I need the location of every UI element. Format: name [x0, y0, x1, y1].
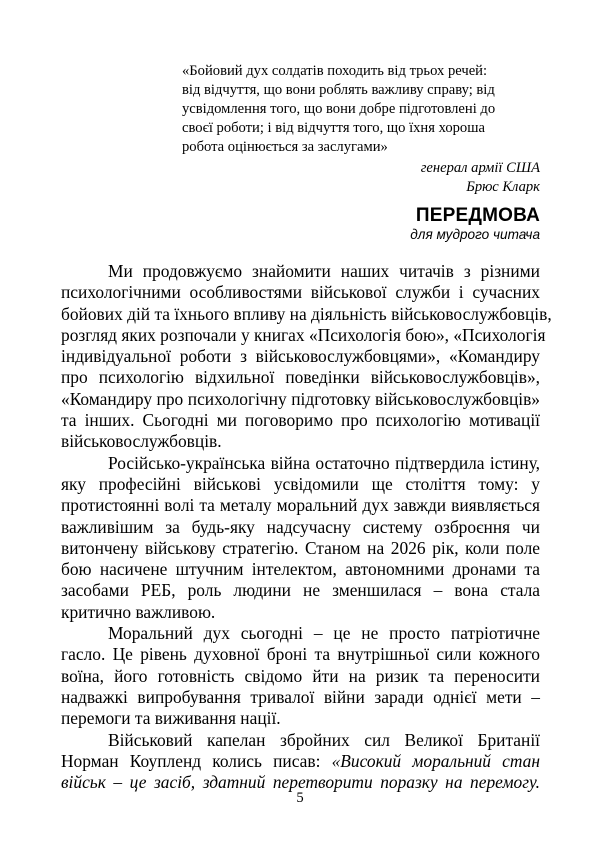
epigraph-line: усвідомлення того, що вони добре підготовлені до: [182, 101, 496, 117]
text-line: надважкі випробування тривалої війни заради однієї мети –: [61, 686, 540, 707]
text-line: Моральний дух сьогодні – це не просто патріотичне: [108, 623, 540, 644]
epigraph-author-title: генерал армії США: [420, 160, 540, 176]
text-line: та інших. Сьогодні ми поговоримо про психологію мотивації: [61, 410, 540, 431]
epigraph-line: «Бойовий дух солдатів походить від трьох речей:: [182, 63, 488, 79]
text-line: яку професійні військові усвідомили ще століття тому: у: [61, 473, 540, 494]
section-subtitle: для мудрого читача: [410, 227, 540, 242]
text-line: Російсько-українська війна остаточно підтвердила істину,: [108, 452, 540, 473]
text-line: «Командиру про психологічну підготовку військовослужбовців»: [61, 388, 540, 409]
paragraph-4: [61, 730, 540, 794]
text-line: Військовий капелан збройних сил Великої Британії: [108, 729, 540, 750]
text-line: Ми продовжуємо знайомити наших читачів з різними: [108, 261, 540, 281]
paragraph-2: [61, 453, 540, 623]
epigraph-quote: [182, 62, 540, 157]
text-line: витончену військову стратегію. Станом на 2026 рік, коли поле: [61, 537, 540, 558]
text-line: розгляд яких розпочали у книгах «Психологія бою», «Психологія: [61, 324, 546, 345]
text-line: перемоги та виживання нації.: [61, 708, 281, 729]
text-line: критично важливою.: [61, 601, 216, 622]
inline-quote: «Високий моральний стан: [331, 750, 540, 771]
text-line: засобами РЕБ, роль людини не зменшилася – вона стала: [61, 580, 540, 601]
text-fragment: Норман Коупленд колись писав:: [61, 750, 332, 771]
epigraph-author-name: Брюс Кларк: [466, 178, 540, 195]
body-text: [61, 261, 552, 793]
paragraph-1: [61, 261, 552, 453]
epigraph-line: своєї роботи; і від відчуття того, що їхня хороша: [182, 120, 485, 136]
epigraph-line: робота оцінюється за заслугами»: [182, 139, 388, 155]
page-number: 5: [296, 790, 304, 806]
text-line: протистоянні волі та металу моральний дух завжди виявляється: [61, 495, 540, 516]
epigraph-attribution: [182, 159, 540, 196]
text-line: про психологію відхильної поведінки військовослужбовців»,: [61, 367, 540, 388]
paragraph-3: [61, 623, 540, 729]
epigraph-line: від відчуття, що вони роблять важливу справу; від: [182, 82, 495, 98]
text-line: важливішим за будь-яку надсучасну систему озброєння чи: [61, 516, 540, 537]
section-heading: [410, 205, 540, 243]
text-line: воїна, його готовність свідомо йти на ризик та переносити: [61, 665, 540, 686]
text-line: психологічними особливостями військової служби і сучасних: [61, 282, 540, 303]
text-line: бою насичене штучним інтелектом, автономними дронами та: [61, 559, 540, 580]
epigraph: [182, 62, 540, 196]
text-line: військ – це засіб, здатний перетворити поразку на перемогу.: [61, 772, 540, 793]
text-line: гасло. Це рівень духовної броні та внутрішньої сили кожного: [61, 644, 540, 665]
text-line-with-quote: [61, 751, 540, 772]
text-line: бойових дій та їхнього впливу на діяльність військовослужбовців,: [61, 303, 552, 324]
section-title: ПЕРЕДМОВА: [415, 205, 540, 226]
text-line: військовослужбовців.: [61, 431, 222, 452]
text-line: індивідуальної роботи з військовослужбовцями», «Командиру: [61, 346, 540, 367]
